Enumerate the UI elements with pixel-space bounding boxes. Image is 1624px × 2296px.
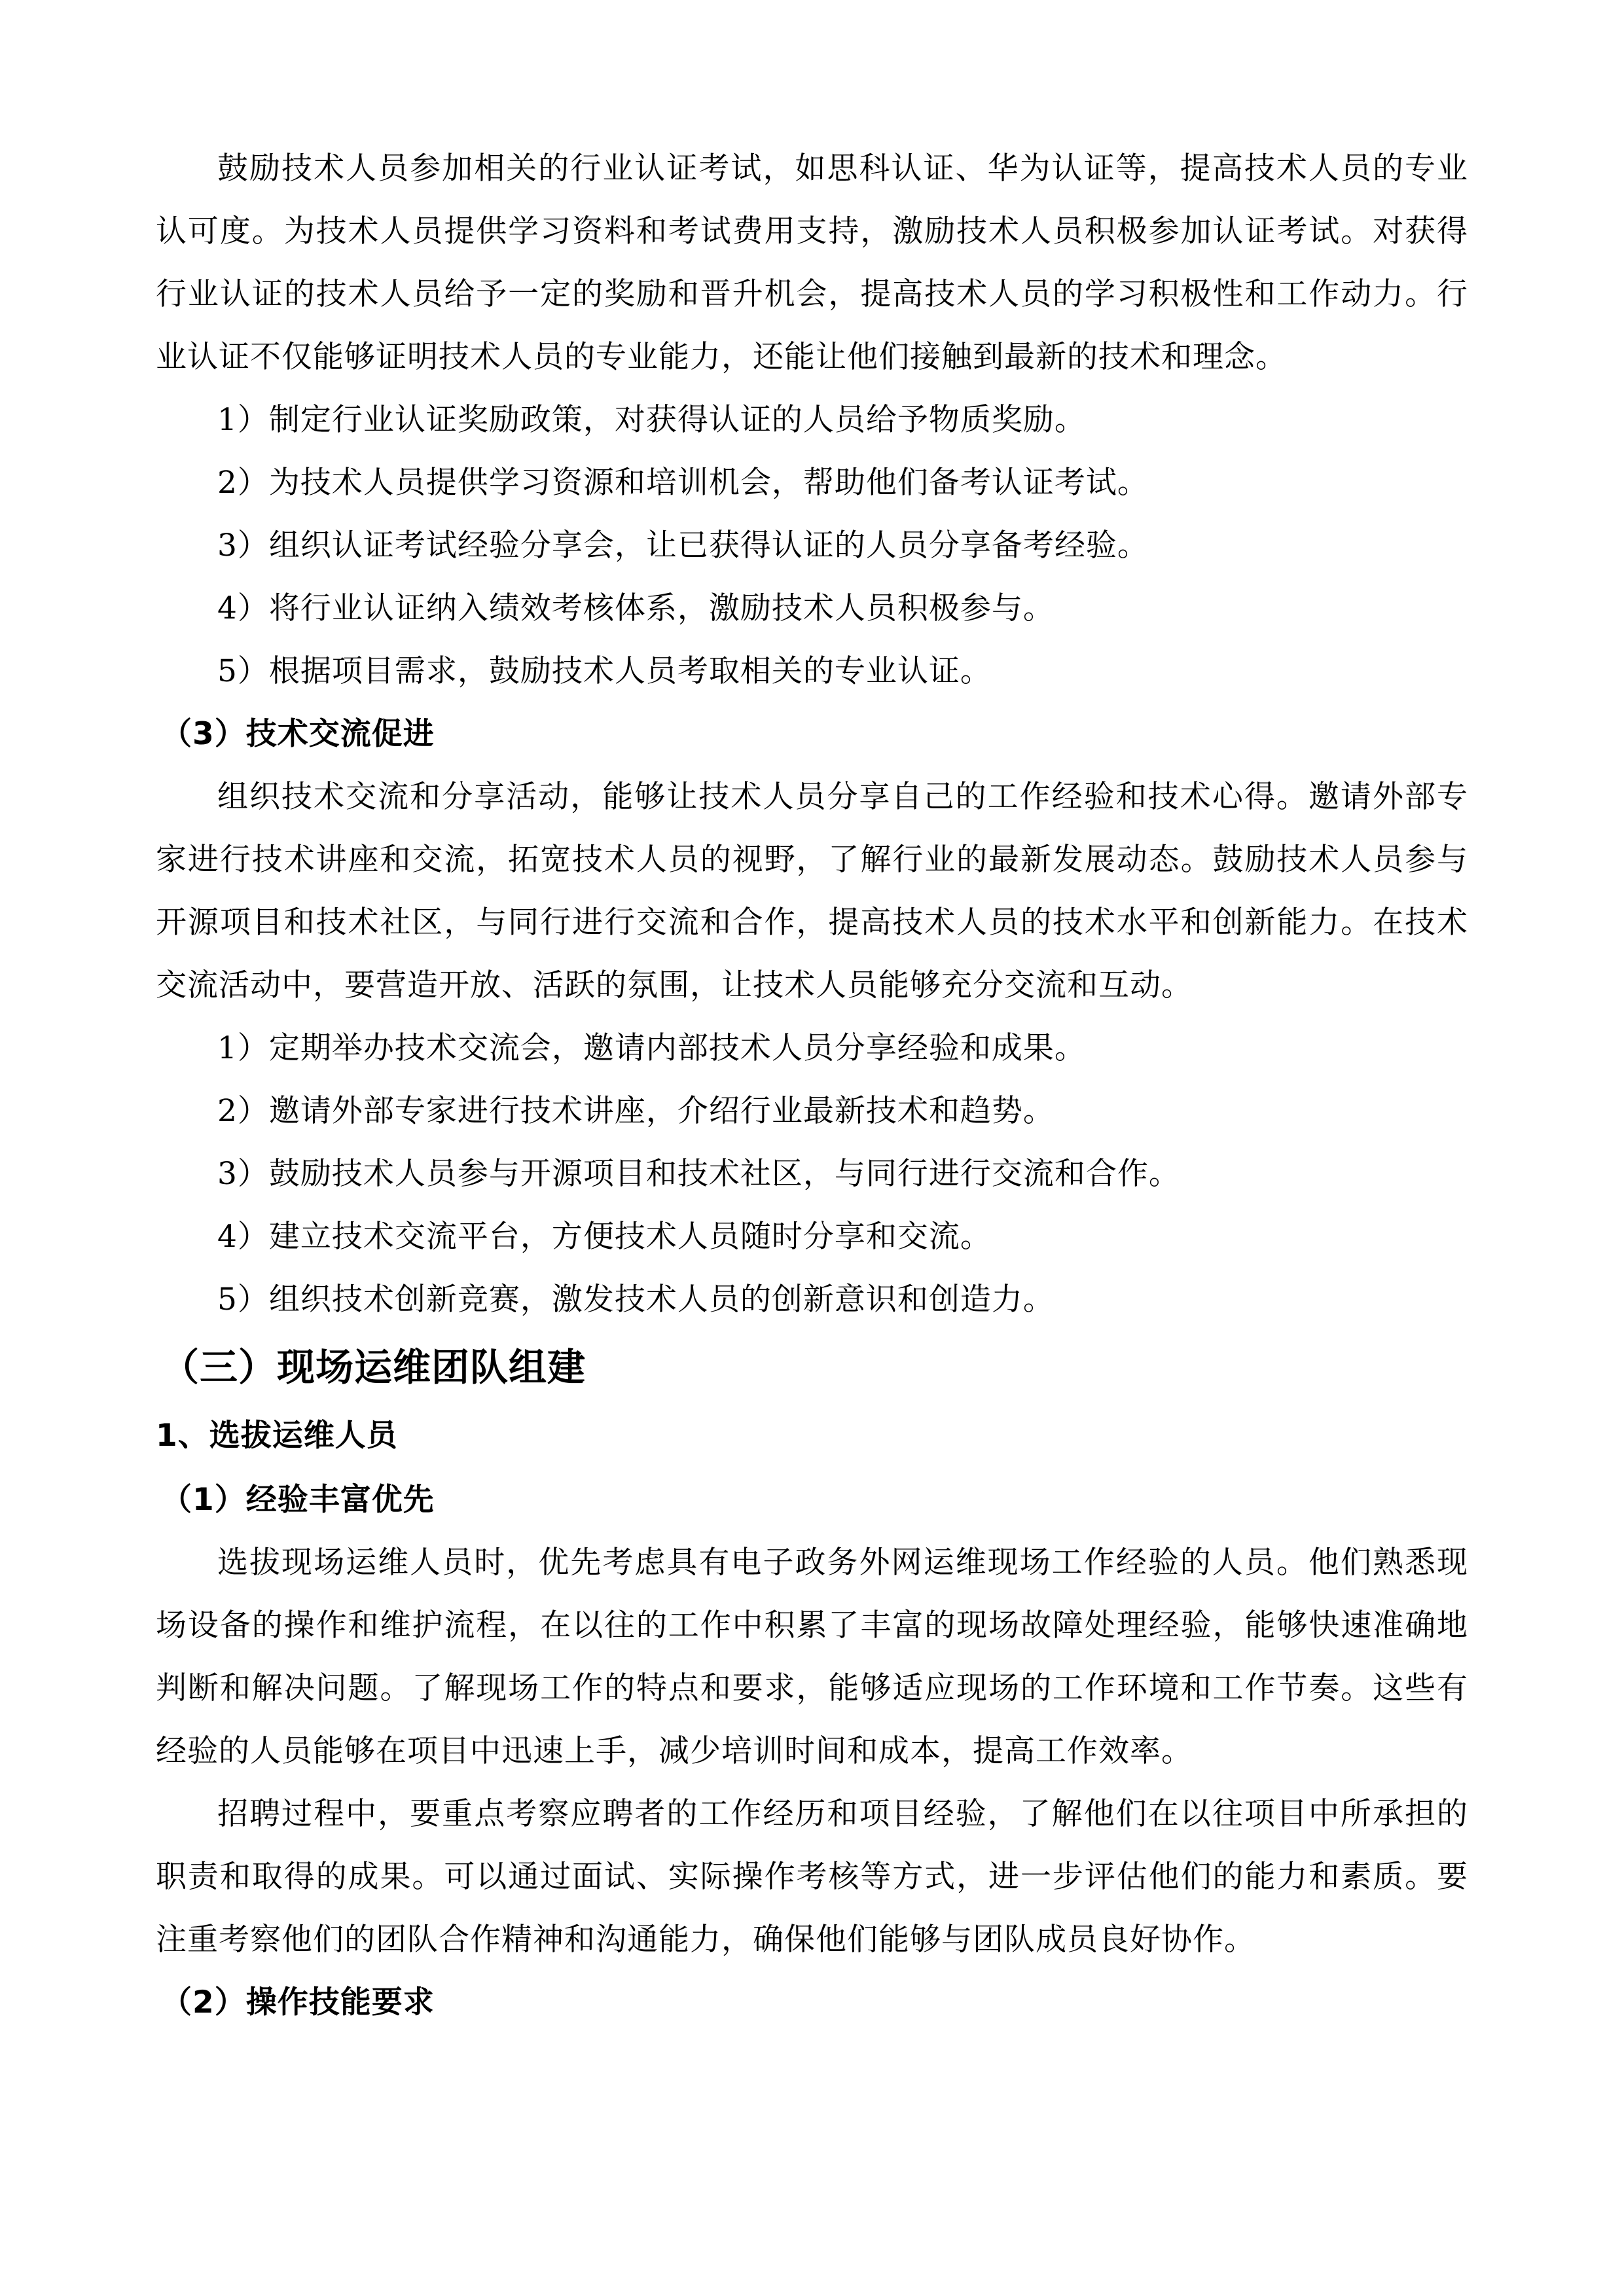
subsection-heading: （1）经验丰富优先 xyxy=(161,1482,435,1518)
list-item: 5）组织技术创新竞赛，激发技术人员的创新意识和创造力。 xyxy=(217,1282,1055,1318)
body-paragraph: 鼓励技术人员参加相关的行业认证考试，如思科认证、华为认证等，提高技术人员的专业认可度。为技术人员提供学习资料和考试费用支持，激励技术人员积极参加认证考试。对获得行业认证的技术人员给予一定的奖励和晋升机会，提高技术人员的学习积极性和工作动力。行业认证不仅能够证明技术人员的专业能力，还能让他们接触到最新的技术和理念。 xyxy=(156,151,1468,375)
list-item: 4）将行业认证纳入绩效考核体系，激励技术人员积极参与。 xyxy=(217,590,1055,626)
list-item: 3）组织认证考试经验分享会，让已获得认证的人员分享备考经验。 xyxy=(217,528,1149,564)
list-item: 2）邀请外部专家进行技术讲座，介绍行业最新技术和趋势。 xyxy=(217,1093,1055,1129)
list-item: 4）建立技术交流平台，方便技术人员随时分享和交流。 xyxy=(217,1219,992,1255)
list-item: 1）制定行业认证奖励政策，对获得认证的人员给予物质奖励。 xyxy=(217,402,1086,438)
section-heading: （三）现场运维团队组建 xyxy=(161,1345,586,1390)
subsection-heading: （3）技术交流促进 xyxy=(161,716,435,752)
list-item: 1）定期举办技术交流会，邀请内部技术人员分享经验和成果。 xyxy=(217,1030,1086,1066)
list-item: 3）鼓励技术人员参与开源项目和技术社区，与同行进行交流和合作。 xyxy=(217,1156,1180,1192)
list-item: 2）为技术人员提供学习资源和培训机会，帮助他们备考认证考试。 xyxy=(217,465,1149,501)
page-body xyxy=(156,137,1468,2034)
list-item: 5）根据项目需求，鼓励技术人员考取相关的专业认证。 xyxy=(217,653,992,689)
body-paragraph: 选拔现场运维人员时，优先考虑具有电子政务外网运维现场工作经验的人员。他们熟悉现场设备的操作和维护流程，在以往的工作中积累了丰富的现场故障处理经验，能够快速准确地判断和解决问题。了解现场工作的特点和要求，能够适应现场的工作环境和工作节奏。这些有经验的人员能够在项目中迅速上手，减少培训时间和成本，提高工作效率。 xyxy=(156,1545,1468,1769)
numbered-heading: 1、选拔运维人员 xyxy=(156,1418,398,1454)
body-paragraph: 组织技术交流和分享活动，能够让技术人员分享自己的工作经验和技术心得。邀请外部专家进行技术讲座和交流，拓宽技术人员的视野，了解行业的最新发展动态。鼓励技术人员参与开源项目和技术社区，与同行进行交流和合作，提高技术人员的技术水平和创新能力。在技术交流活动中，要营造开放、活跃的氛围，让技术人员能够充分交流和互动。 xyxy=(156,779,1468,1003)
body-paragraph: 招聘过程中，要重点考察应聘者的工作经历和项目经验，了解他们在以往项目中所承担的职责和取得的成果。可以通过面试、实际操作考核等方式，进一步评估他们的能力和素质。要注重考察他们的团队合作精神和沟通能力，确保他们能够与团队成员良好协作。 xyxy=(156,1796,1468,1958)
subsection-heading: （2）操作技能要求 xyxy=(161,1984,435,2020)
